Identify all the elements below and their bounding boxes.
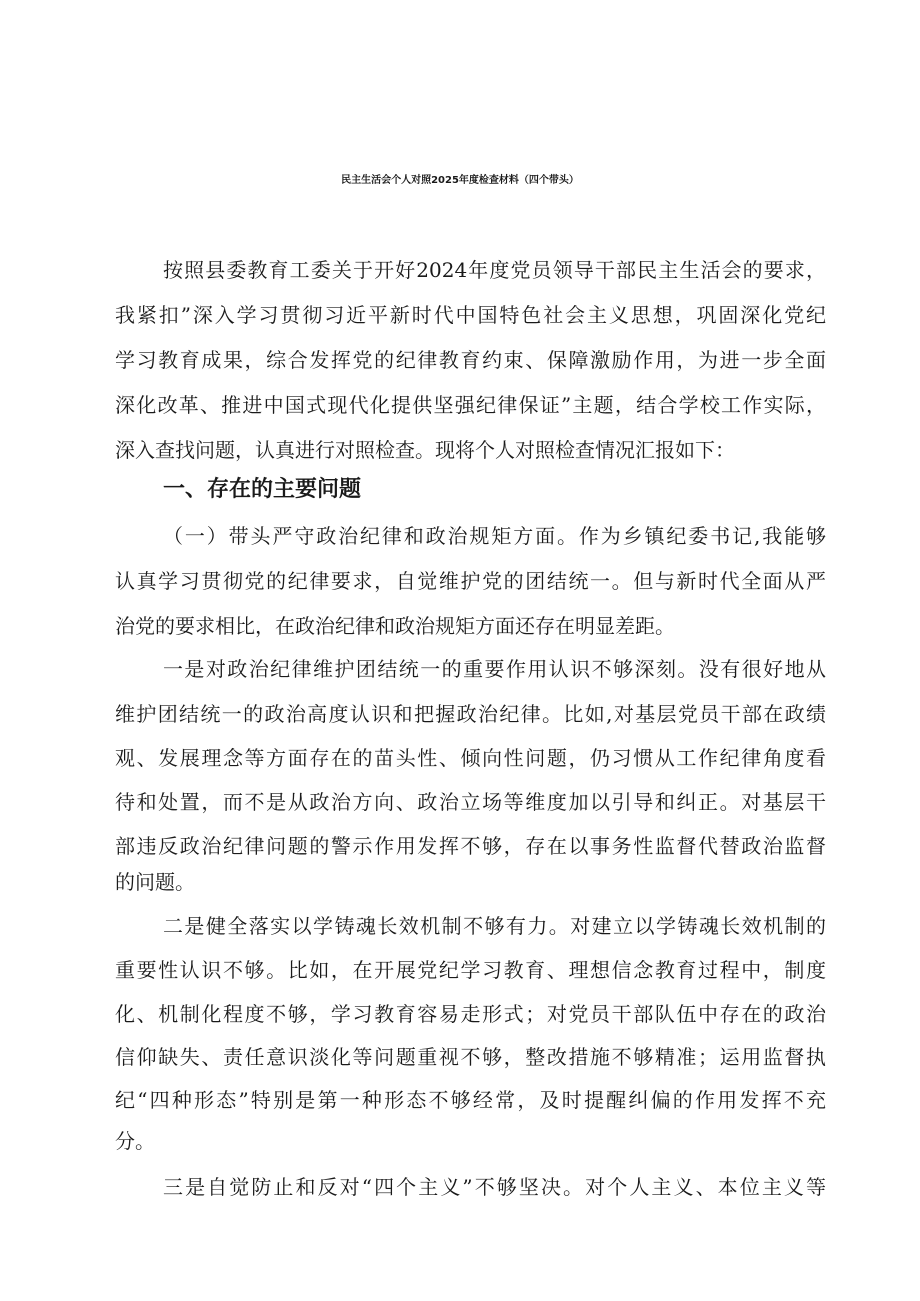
subsection-line: 治党的要求相比，在政治纪律和政治规矩方面还存在明显差距。 [115, 614, 675, 638]
intro-line: 深化改革、推进中国式现代化提供坚强纪律保证”主题，结合学校工作实际， [115, 393, 826, 417]
point1-line: 观、发展理念等方面存在的苗头性、倾向性问题，仍习惯从工作纪律角度看 [115, 746, 826, 770]
point1-line: 的问题。 [115, 870, 195, 894]
subsection-line: 认真学习贯彻党的纪律要求，自觉维护党的团结统一。但与新时代全面从严 [115, 569, 826, 593]
intro-line: 按照县委教育工委关于开好2024年度党员领导干部民主生活会的要求， [163, 258, 826, 282]
point3-line: 三是自觉防止和反对“四个主义”不够坚决。对个人主义、本位主义等 [163, 1175, 826, 1199]
intro-line: 深入查找问题，认真进行对照检查。现将个人对照检查情况汇报如下： [115, 438, 735, 462]
point2-line: 纪“四种形态”特别是第一种形态不够经常，及时提醒纠偏的作用发挥不充 [115, 1088, 826, 1112]
intro-line: 学习教育成果，综合发挥党的纪律教育约束、保障激励作用，为进一步全面 [115, 348, 826, 372]
point1-line: 维护团结统一的政治高度认识和把握政治纪律。比如,对基层党员干部在政绩 [115, 702, 826, 726]
point2-line: 化、机制化程度不够，学习教育容易走形式；对党员干部队伍中存在的政治 [115, 1002, 826, 1026]
point1-line: 一是对政治纪律维护团结统一的重要作用认识不够深刻。没有很好地从 [163, 657, 826, 681]
point2-line: 二是健全落实以学铸魂长效机制不够有力。对建立以学铸魂长效机制的 [163, 914, 826, 938]
point2-line: 信仰缺失、责任意识淡化等问题重视不够，整改措施不够精准；运用监督执 [115, 1045, 826, 1069]
point2-line: 分。 [115, 1129, 155, 1153]
subsection-line: （一）带头严守政治纪律和政治规矩方面。作为乡镇纪委书记,我能够 [163, 524, 826, 548]
section-heading: 一、存在的主要问题 [163, 477, 362, 502]
document-title: 民主生活会个人对照2025年度检查材料（四个带头） [341, 175, 579, 186]
point1-line: 待和处置，而不是从政治方向、政治立场等维度加以引导和纠正。对基层干 [115, 790, 826, 814]
point1-line: 部违反政治纪律问题的警示作用发挥不够，存在以事务性监督代替政治监督 [115, 834, 826, 858]
intro-line: 我紧扣”深入学习贯彻习近平新时代中国特色社会主义思想，巩固深化党纪 [115, 303, 826, 327]
point2-line: 重要性认识不够。比如，在开展党纪学习教育、理想信念教育过程中，制度 [115, 958, 826, 982]
